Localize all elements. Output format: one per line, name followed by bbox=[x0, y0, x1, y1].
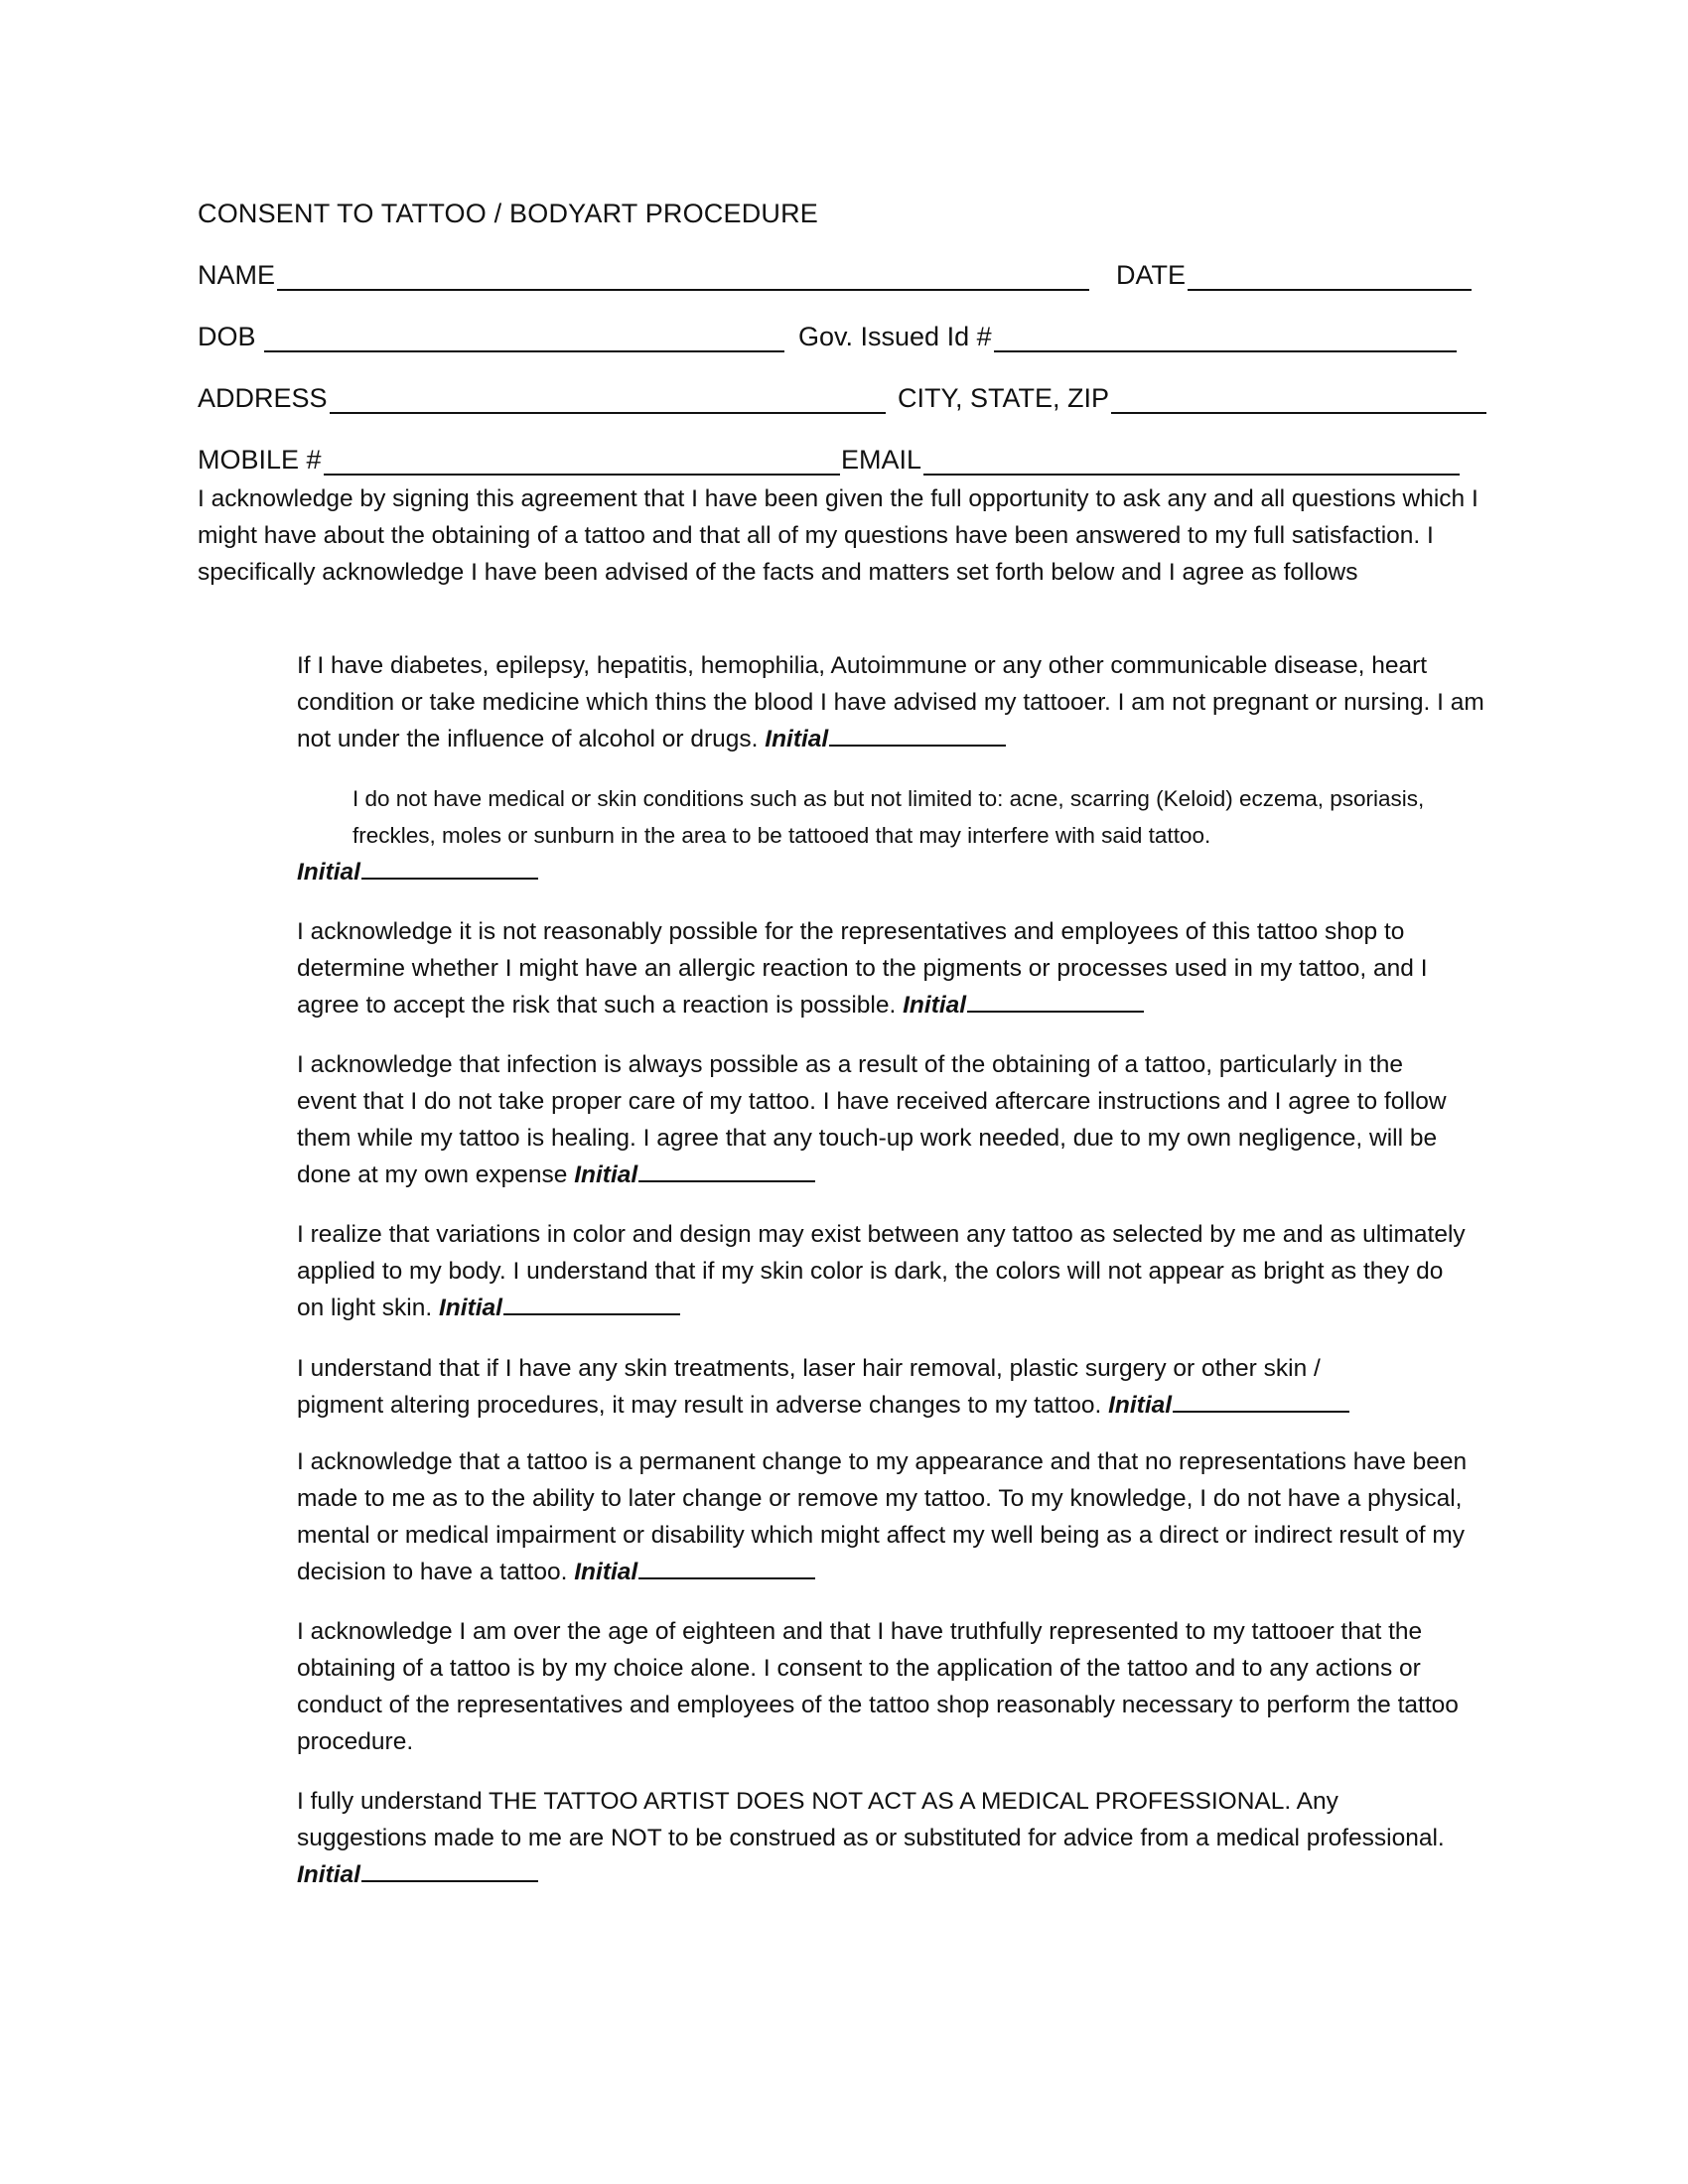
mobile-field[interactable] bbox=[198, 445, 840, 476]
clause-7-text: I acknowledge that a tattoo is a permanent change to my appearance and that no representations have been made to me as to the ability to later change or remove my tattoo. To my knowledge, I do not have a physical, mental or medical impairment or disability which might affect my well being as a direct or indirect result of my decision to have a tattoo. bbox=[297, 1448, 1468, 1585]
email-line[interactable] bbox=[923, 448, 1460, 476]
initial-label: Initial bbox=[297, 1861, 360, 1888]
initial-label: Initial bbox=[574, 1161, 638, 1188]
clause-skin-conditions bbox=[297, 780, 1469, 890]
clause-4-text: I acknowledge that infection is always possible as a result of the obtaining of a tattoo, particularly in the event that I do not take proper care of my tattoo. I have received aftercare instructions and I agree to follow them while my tattoo is healing. I agree that any touch-up work needed, due to my own negligence, will be done at my own expense bbox=[297, 1051, 1447, 1188]
initial-field-1[interactable] bbox=[829, 723, 1006, 747]
initial-field-2[interactable] bbox=[361, 856, 538, 880]
initial-label: Initial bbox=[903, 992, 967, 1019]
form-title: CONSENT TO TATTOO / BODYART PROCEDURE bbox=[198, 199, 819, 228]
mobile-line[interactable] bbox=[324, 448, 840, 476]
address-label: ADDRESS bbox=[198, 383, 328, 413]
clause-3-text: I acknowledge it is not reasonably possible for the representatives and employees of this tattoo shop to determine whether I might have an allergic reaction to the pigments or processes used in my tattoo, and I agree to accept the risk that such a reaction is possible. bbox=[297, 918, 1428, 1019]
clause-medical-conditions bbox=[297, 647, 1488, 757]
date-label: DATE bbox=[1116, 260, 1187, 290]
initial-label: Initial bbox=[297, 859, 360, 886]
clause-skin-treatments bbox=[297, 1350, 1409, 1424]
initial-field-5[interactable] bbox=[503, 1292, 680, 1315]
mobile-label: MOBILE # bbox=[198, 445, 322, 475]
clause-2-text: I do not have medical or skin conditions such as but not limited to: acne, scarring (Keloid) eczema, psoriasis, freckles, moles or sunburn in the area to be tattooed that may interfere with said tattoo. bbox=[352, 786, 1425, 848]
initial-label: Initial bbox=[1108, 1392, 1173, 1419]
dob-field[interactable] bbox=[198, 322, 784, 352]
email-field[interactable] bbox=[841, 445, 1460, 476]
mobile-email-row bbox=[198, 445, 1488, 478]
address-city-row bbox=[198, 383, 1488, 417]
name-line[interactable] bbox=[277, 263, 1089, 291]
address-line[interactable] bbox=[330, 386, 886, 414]
email-label: EMAIL bbox=[841, 445, 922, 475]
name-field[interactable] bbox=[198, 260, 1089, 291]
date-field[interactable] bbox=[1116, 260, 1472, 291]
dob-label: DOB bbox=[198, 322, 256, 351]
initial-field-3[interactable] bbox=[967, 989, 1144, 1013]
city-state-zip-line[interactable] bbox=[1111, 386, 1486, 414]
gov-id-field[interactable] bbox=[798, 322, 1457, 352]
clause-color-variations bbox=[297, 1216, 1469, 1326]
initial-field-4[interactable] bbox=[638, 1159, 815, 1182]
intro-paragraph: I acknowledge by signing this agreement that I have been given the full opportunity to ask any and all questions which I might have about the obtaining of a tattoo and that all of my questions have been answered to my full satisfaction. I specifically acknowledge I have been advised of the facts and matters set forth below and I agree as follows bbox=[198, 485, 1478, 586]
date-line[interactable] bbox=[1188, 263, 1472, 291]
initial-label: Initial bbox=[574, 1559, 638, 1585]
name-label: NAME bbox=[198, 260, 276, 290]
initial-field-6[interactable] bbox=[1173, 1389, 1349, 1413]
clause-allergic-reaction bbox=[297, 913, 1488, 1024]
initial-label: Initial bbox=[439, 1295, 502, 1321]
dob-line[interactable] bbox=[264, 325, 784, 352]
initial-field-7[interactable] bbox=[638, 1556, 815, 1579]
clause-8-text: I acknowledge I am over the age of eighteen and that I have truthfully represented to my tattooer that the obtaining of a tattoo is by my choice alone. I consent to the application of the tattoo and to any actions or conduct of the representatives and employees of the tattoo shop reasonably necessary to perform the tattoo procedure. bbox=[297, 1618, 1459, 1755]
city-state-zip-field[interactable] bbox=[898, 383, 1486, 414]
clause-not-medical-professional bbox=[297, 1783, 1469, 1893]
clause-permanent-change bbox=[297, 1443, 1488, 1590]
clause-infection bbox=[297, 1046, 1469, 1193]
clause-1-text: If I have diabetes, epilepsy, hepatitis, hemophilia, Autoimmune or any other communicable disease, heart condition or take medicine which thins the blood I have advised my tattooer. I am not pregnant or nursing. I am not under the influence of alcohol or drugs. bbox=[297, 652, 1484, 752]
address-field[interactable] bbox=[198, 383, 886, 414]
name-date-row bbox=[198, 260, 1488, 294]
initial-field-9[interactable] bbox=[361, 1858, 538, 1882]
dob-id-row bbox=[198, 322, 1488, 355]
city-state-zip-label: CITY, STATE, ZIP bbox=[898, 383, 1110, 413]
initial-label: Initial bbox=[765, 726, 829, 752]
clause-6-text: I understand that if I have any skin treatments, laser hair removal, plastic surgery or other skin / pigment altering procedures, it may result in adverse changes to my tattoo. bbox=[297, 1355, 1321, 1419]
clause-9-text: I fully understand THE TATTOO ARTIST DOES NOT ACT AS A MEDICAL PROFESSIONAL. Any suggestions made to me are NOT to be construed as or substituted for advice from a medical professional. bbox=[297, 1788, 1445, 1851]
clause-age-consent bbox=[297, 1613, 1469, 1760]
gov-id-label: Gov. Issued Id # bbox=[798, 322, 992, 351]
gov-id-line[interactable] bbox=[994, 325, 1457, 352]
clause-5-text: I realize that variations in color and design may exist between any tattoo as selected by me and as ultimately applied to my body. I understand that if my skin color is dark, the colors will not appear as bright as they do on light skin. bbox=[297, 1221, 1466, 1321]
